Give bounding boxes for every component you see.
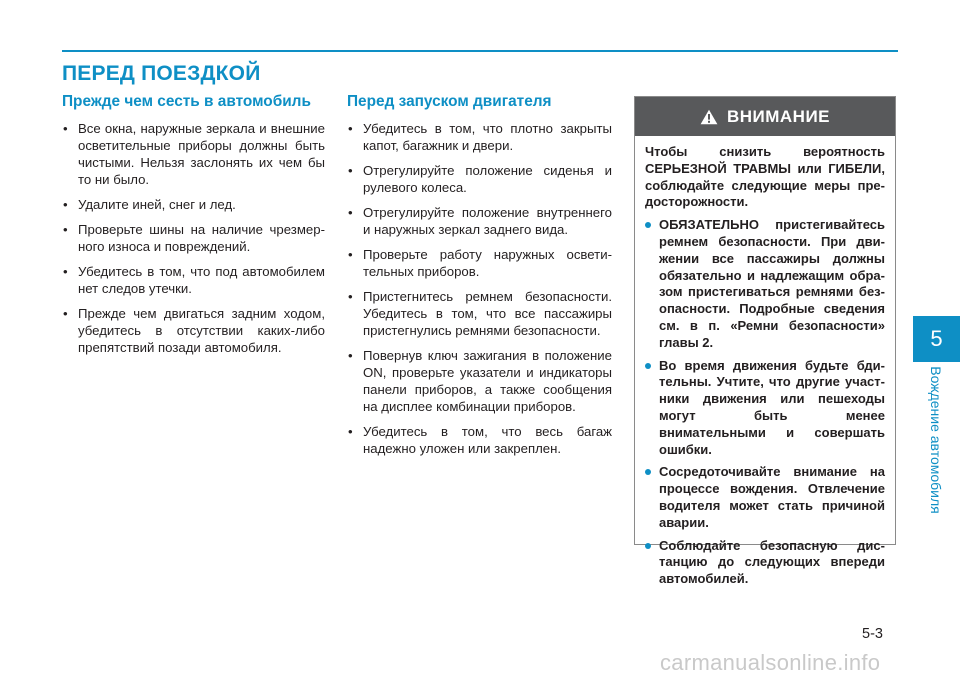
bullet-icon: • [63, 222, 68, 237]
warning-triangle-icon [700, 109, 718, 125]
warning-header [635, 97, 895, 136]
list-item: • Проверьте работу наружных осветительных приборов. [348, 247, 612, 279]
bullet-dot-icon [645, 222, 651, 228]
bullet-dot-icon [645, 469, 651, 475]
before-starting-heading: Перед запуском двигателя [347, 93, 552, 110]
warning-item: ОБЯЗАТЕЛЬНО пристегивайтесь ремнем безопасности. При движении все пассажиры должны обязательно и надлежащим образом пристегиваться ремнями безопасности. Подробные сведения см. в п. «Ремни безопасности» главы 2. [645, 217, 885, 351]
list-item: • Проверьте шины на наличие чрезмерного износа и повреждений. [63, 222, 325, 254]
bullet-icon: • [63, 264, 68, 279]
bullet-icon: • [348, 247, 353, 262]
header-rule [62, 50, 898, 52]
bullet-icon: • [63, 121, 68, 136]
list-item: • Убедитесь в том, что весь багаж надежно уложен или закреплен. [348, 424, 612, 456]
before-starting-list [347, 120, 612, 457]
bullet-icon: • [348, 121, 353, 136]
list-item: • Пристегнитесь ремнем безопасности. Убедитесь в том, что все пассажиры пристегнулись ремнями безопасности. [348, 289, 612, 338]
list-item: • Убедитесь в том, что под автомобилем нет следов утечки. [63, 264, 325, 296]
page-number: 5-3 [862, 626, 883, 642]
bullet-dot-icon [645, 363, 651, 369]
warning-item: Сосредоточивайте внимание на процессе вождения. Отвлечение водителя может стать причиной аварии. [645, 464, 885, 531]
list-item: • Убедитесь в том, что плотно закрыты капот, багажник и двери. [348, 121, 612, 153]
watermark: carmanualsonline.info [660, 650, 881, 675]
bullet-icon: • [348, 348, 353, 363]
bullet-icon: • [63, 306, 68, 321]
list-item: • Прежде чем двигаться задним ходом, убедитесь в отсутствии каких-либо препятствий позади автомобиля. [63, 306, 325, 355]
before-entering-heading: Прежде чем сесть в автомобиль [62, 93, 311, 110]
warning-list [645, 217, 885, 588]
bullet-icon: • [63, 197, 68, 212]
before-entering-list [62, 120, 325, 356]
list-item: • Повернув ключ зажигания в положение ON, проверьте указатели и индикаторы панели приборов, а также сообщения на дисплее комбинации приборов. [348, 348, 612, 414]
list-item: • Отрегулируйте положение внутреннего и наружных зеркал заднего вида. [348, 205, 612, 237]
warning-intro: Чтобы снизить вероятность СЕРЬЕЗНОЙ ТРАВМЫ или ГИБЕЛИ, соблюдайте следующие меры предосторожности. [645, 144, 885, 210]
warning-item: Соблюдайте безопасную дистанцию до следующих впереди автомобилей. [645, 538, 885, 588]
bullet-icon: • [348, 424, 353, 439]
bullet-icon: • [348, 289, 353, 304]
bullet-icon: • [348, 163, 353, 178]
list-item: • Отрегулируйте положение сиденья и рулевого колеса. [348, 163, 612, 195]
warning-item: Во время движения будьте бдительны. Учтите, что другие участники движения или пешеходы могут быть менее внимательными и совершать ошибки. [645, 358, 885, 459]
list-item: • Все окна, наружные зеркала и внешние осветительные приборы должны быть чистыми. Нельзя заслонять их чем бы то ни было. [63, 121, 325, 187]
section-title: ПЕРЕД ПОЕЗДКОЙ [62, 62, 261, 85]
list-item: • Удалите иней, снег и лед. [63, 197, 236, 212]
bullet-icon: • [348, 205, 353, 220]
warning-body [635, 136, 895, 588]
before-entering-column [62, 93, 325, 364]
chapter-label: Вождение автомобиля [928, 366, 944, 514]
warning-box [634, 96, 896, 587]
before-starting-column [347, 93, 612, 465]
bullet-dot-icon [645, 543, 651, 549]
chapter-tab: 5 [913, 316, 960, 362]
warning-title: ВНИМАНИЕ [726, 106, 831, 126]
